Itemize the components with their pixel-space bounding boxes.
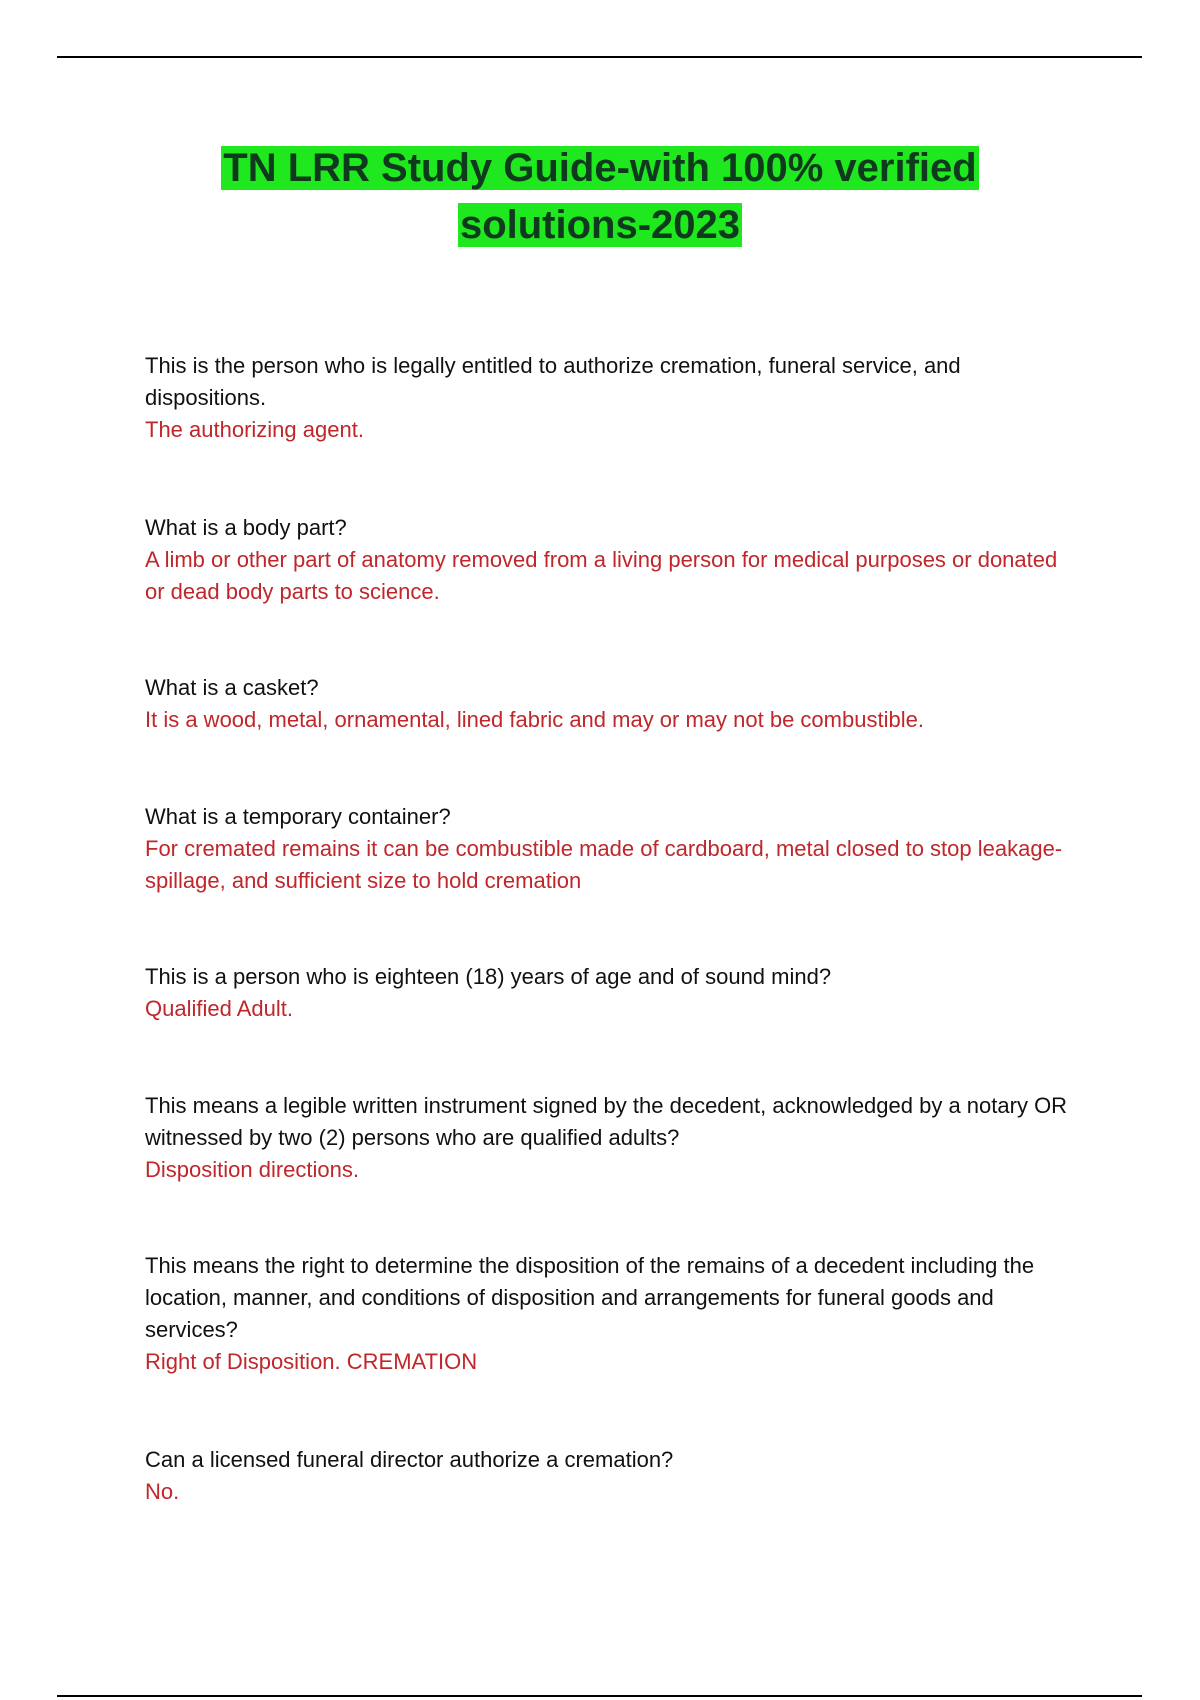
- question: What is a temporary container?: [145, 804, 451, 829]
- qa-item: [145, 672, 1075, 736]
- question: Can a licensed funeral director authorize a cremation?: [145, 1447, 674, 1472]
- answer: For cremated remains it can be combustible made of cardboard, metal closed to stop leakage-spillage, and sufficient size to hold cremation: [145, 836, 1063, 893]
- document-title: [0, 140, 1200, 254]
- title-line-2: solutions-2023: [459, 203, 741, 247]
- question: What is a body part?: [145, 515, 347, 540]
- qa-item: [145, 512, 1075, 608]
- title-line-1: TN LRR Study Guide-with 100% verified: [223, 146, 977, 190]
- qa-item: [145, 801, 1075, 897]
- question: This is the person who is legally entitled to authorize cremation, funeral service, and dispositions.: [145, 353, 961, 410]
- top-rule: [57, 56, 1142, 58]
- qa-item: [145, 1090, 1075, 1186]
- question: This means a legible written instrument signed by the decedent, acknowledged by a notary OR witnessed by two (2) persons who are qualified adults?: [145, 1093, 1068, 1150]
- answer: Right of Disposition. CREMATION: [145, 1349, 478, 1374]
- question: This means the right to determine the disposition of the remains of a decedent including the location, manner, and conditions of disposition and arrangements for funeral goods and services?: [145, 1253, 1035, 1342]
- answer: Disposition directions.: [145, 1157, 359, 1182]
- answer: It is a wood, metal, ornamental, lined fabric and may or may not be combustible.: [145, 707, 924, 732]
- qa-item: [145, 1250, 1075, 1378]
- qa-item: [145, 350, 1075, 446]
- qa-item: [145, 1444, 1075, 1508]
- answer: A limb or other part of anatomy removed from a living person for medical purposes or donated or dead body parts to science.: [145, 547, 1058, 604]
- answer: The authorizing agent.: [145, 417, 364, 442]
- answer: Qualified Adult.: [145, 996, 293, 1021]
- qa-item: [145, 961, 1075, 1025]
- answer: No.: [145, 1479, 180, 1504]
- bottom-rule: [57, 1695, 1142, 1697]
- question: What is a casket?: [145, 675, 319, 700]
- question: This is a person who is eighteen (18) years of age and of sound mind?: [145, 964, 832, 989]
